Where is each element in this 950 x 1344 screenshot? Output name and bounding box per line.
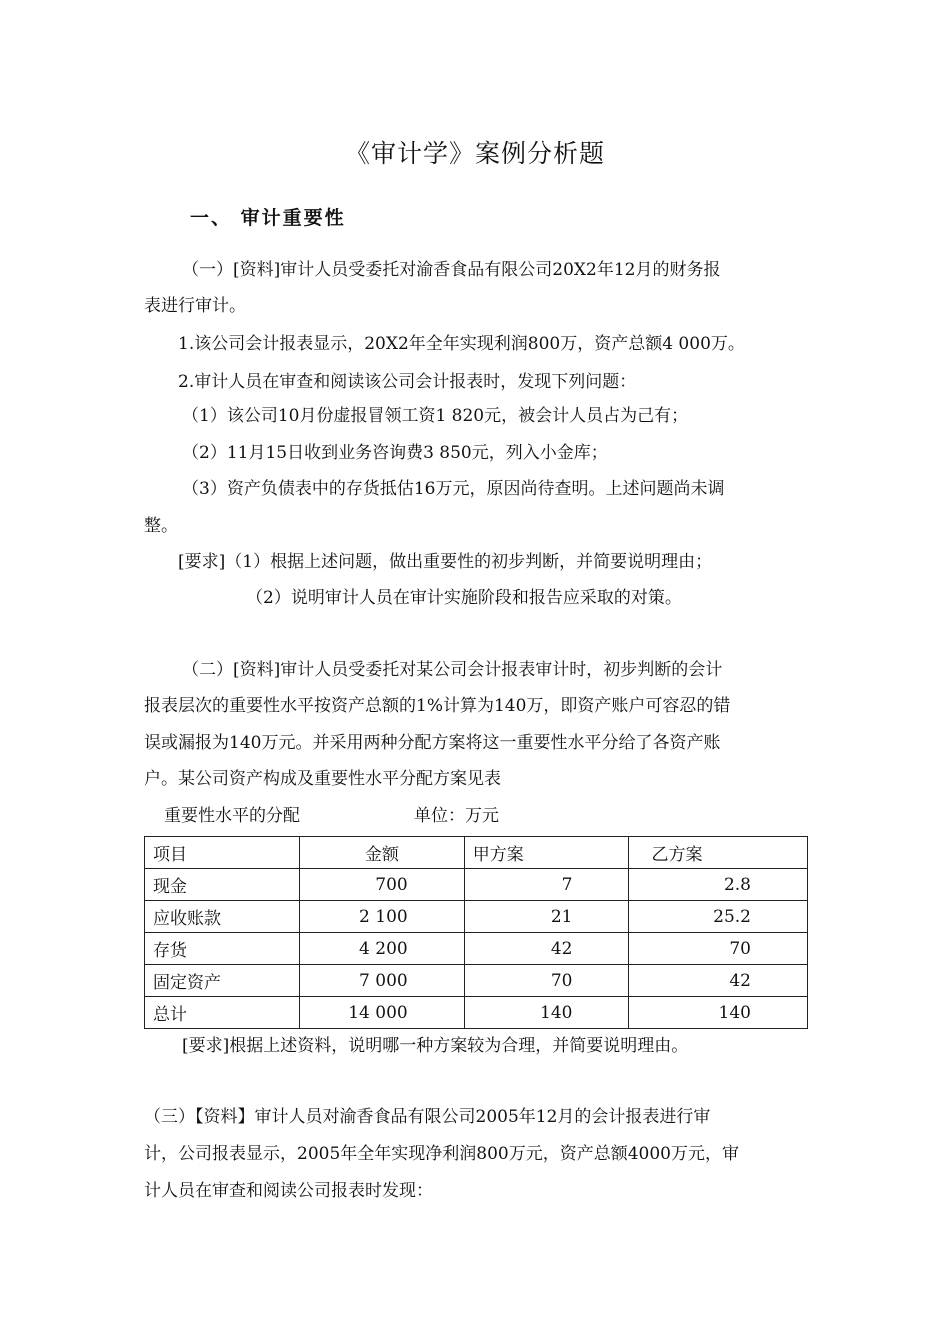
table-cell: 42 [629, 965, 808, 997]
case2-paragraph-line3: 误或漏报为140万元。并采用两种分配方案将这一重要性水平分给了各资产账 [144, 733, 721, 753]
case1-question-3-line1: （3）资产负债表中的存货抵估16万元，原因尚待查明。上述问题尚未调 [182, 479, 725, 499]
case2-paragraph-line4: 户。某公司资产构成及重要性水平分配方案见表 [144, 769, 501, 789]
table-header-row [145, 837, 808, 869]
case1-question-1: （1）该公司10月份虚报冒领工资1 820元，被会计人员占为己有； [182, 406, 689, 426]
table-cell: 总计 [145, 997, 300, 1029]
table-cell: 存货 [145, 933, 300, 965]
table-header-cell: 甲方案 [464, 837, 629, 869]
table-cell: 140 [464, 997, 629, 1029]
table-cell: 应收账款 [145, 901, 300, 933]
table-row [145, 997, 808, 1029]
section-heading: 一、 审计重要性 [190, 207, 346, 229]
case1-item-2: 2.审计人员在审查和阅读该公司会计报表时，发现下列问题： [178, 372, 637, 392]
table-cell: 14 000 [299, 997, 464, 1029]
table-row [145, 933, 808, 965]
table-row [145, 901, 808, 933]
case1-item-1: 1.该公司会计报表显示，20X2年全年实现利润800万，资产总额4 000万。 [178, 334, 745, 354]
table-cell: 70 [464, 965, 629, 997]
table-header-cell: 乙方案 [629, 837, 808, 869]
case1-question-2: （2）11月15日收到业务咨询费3 850元，列入小金库； [182, 443, 608, 463]
table-unit: 单位：万元 [414, 806, 499, 826]
case1-paragraph-line2: 表进行审计。 [144, 296, 246, 316]
case1-requirement-2: （2）说明审计人员在审计实施阶段和报告应采取的对策。 [246, 588, 682, 608]
table-cell: 固定资产 [145, 965, 300, 997]
table-cell: 4 200 [299, 933, 464, 965]
table-row [145, 965, 808, 997]
table-cell: 25.2 [629, 901, 808, 933]
case1-requirement-1: [要求]（1）根据上述问题，做出重要性的初步判断，并简要说明理由； [178, 552, 713, 572]
table-cell: 140 [629, 997, 808, 1029]
case2-paragraph-line1: （二）[资料]审计人员受委托对某公司会计报表审计时，初步判断的会计 [182, 660, 723, 680]
table-header-cell: 金额 [299, 837, 464, 869]
case3-paragraph-line3: 计人员在审查和阅读公司报表时发现： [144, 1181, 433, 1201]
table-caption: 重要性水平的分配 [164, 806, 300, 826]
table-cell: 70 [629, 933, 808, 965]
table-cell: 700 [299, 869, 464, 901]
table-cell: 7 000 [299, 965, 464, 997]
allocation-table [144, 836, 808, 1029]
case1-question-3-line2: 整。 [144, 516, 178, 536]
case2-requirement: [要求]根据上述资料，说明哪一种方案较为合理，并简要说明理由。 [182, 1036, 689, 1056]
table-cell: 7 [464, 869, 629, 901]
table-cell: 现金 [145, 869, 300, 901]
page-title: 《审计学》案例分析题 [344, 139, 605, 168]
case2-paragraph-line2: 报表层次的重要性水平按资产总额的1%计算为140万，即资产账户可容忍的错 [144, 696, 731, 716]
case1-paragraph-line1: （一）[资料]审计人员受委托对渝香食品有限公司20X2年12月的财务报 [182, 260, 721, 280]
table-cell: 2.8 [629, 869, 808, 901]
table-cell: 21 [464, 901, 629, 933]
table-row [145, 869, 808, 901]
case3-paragraph-line1: （三）【资料】审计人员对渝香食品有限公司2005年12月的会计报表进行审 [144, 1107, 711, 1127]
table-cell: 42 [464, 933, 629, 965]
case3-paragraph-line2: 计，公司报表显示，2005年全年实现净利润800万元，资产总额4000万元，审 [144, 1144, 739, 1164]
table-cell: 2 100 [299, 901, 464, 933]
table-header-cell: 项目 [145, 837, 300, 869]
